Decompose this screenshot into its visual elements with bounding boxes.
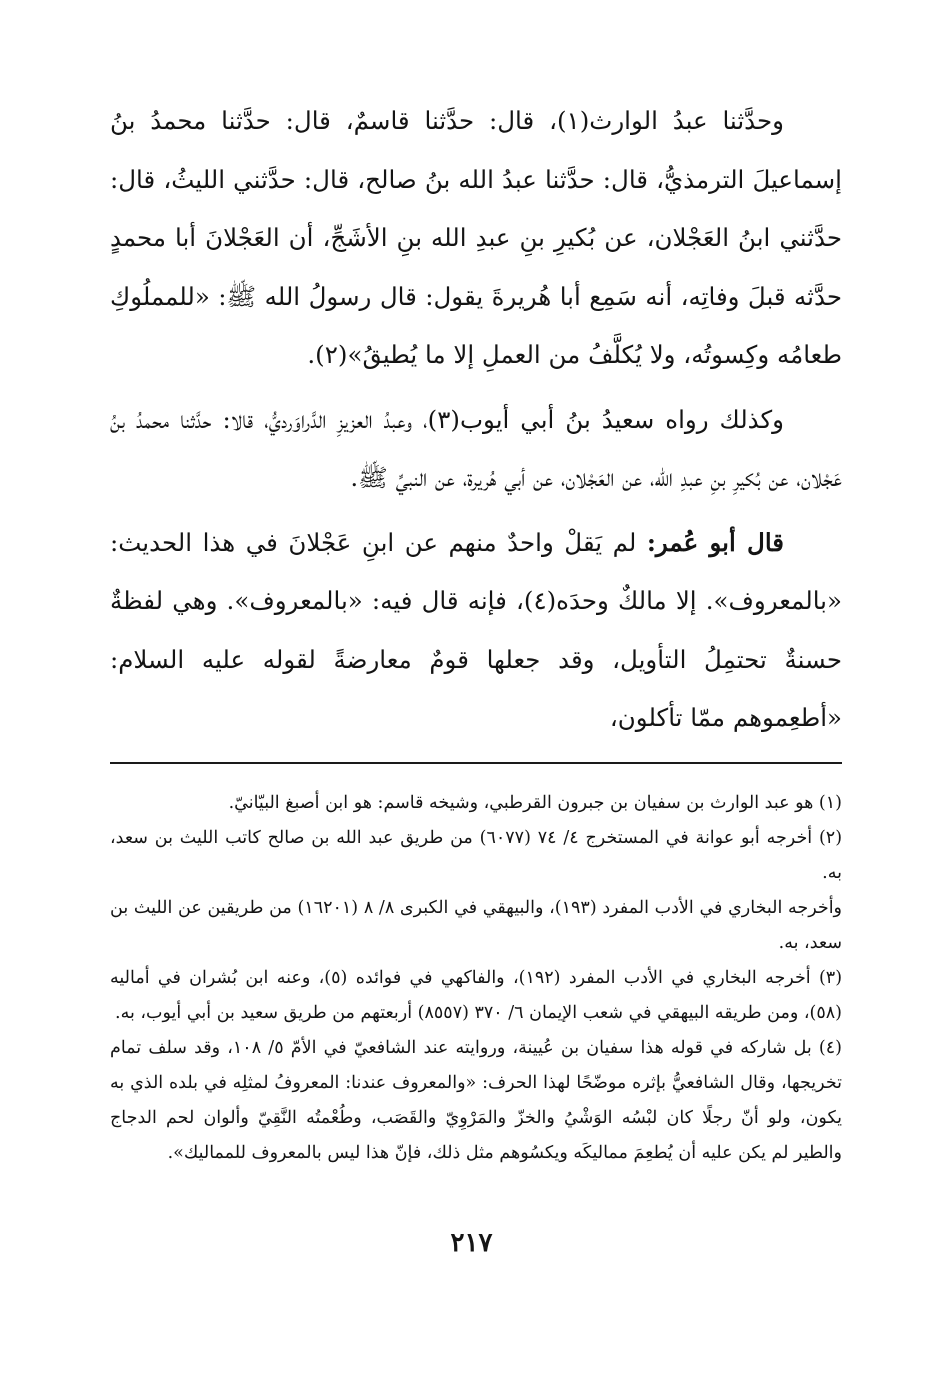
paragraph-hadith-chain: وحدَّثنا عبدُ الوارث(١)، قال: حدَّثنا قاسمٌ، قال: حدَّثنا محمدُ بنُ إسماعيلَ الترمذيُّ، قال: حدَّثنا عبدُ الله بنُ صالح، قال: حدَّثني الليثُ، قال: حدَّثني ابنُ العَجْلان، عن بُكيرِ بنِ عبدِ الله بنِ الأشَجِّ، أن العَجْلانَ أبا محمدٍ حدَّثه قبلَ وفاتِه، أنه سَمِع أبا هُريرةَ يقول: قال رسولُ الله ﷺ: «للمملُوكِ طعامُه وكِسوتُه، ولا يُكلَّفُ من العملِ إلا ما يُطيقُ»(٢). bbox=[110, 106, 842, 369]
commentary-lead: قال أبو عُمر: bbox=[646, 527, 784, 557]
footnote-1: (١) هو عبد الوارث بن سفيان بن جبرون القرطبي، وشيخه قاسم: هو ابن أصبغ البيّانيّ. bbox=[228, 792, 842, 813]
footnote-4: (٤) بل شاركه في قوله هذا سفيان بن عُيينة، وروايته عند الشافعيّ في الأمّ ٥/ ١٠٨، وقد سلف تمام تخريجها، وقال الشافعيُّ بإثره موضّحًا لهذا الحرف: «والمعروف عندنا: المعروفُ لمثلِه في بلده الذي به يكون، ولو أنّ رجلًا كان لبْسُه الوَشْيُ والخزّ والمَرْوِيّ والقَصَب، وطُعْمتُه النَّقِيّ وألوان لحم الدجاج والطير لم يكن عليه أن يُطعِمَ مماليكَه ويكسُوهم مثل ذلك، فإنّ هذا ليس بالمعروف للمماليك». bbox=[110, 1037, 842, 1163]
footnote-separator bbox=[110, 762, 842, 764]
book-page bbox=[110, 92, 842, 1342]
paragraph-other-narrations: وكذلك رواه سعيدُ بنُ أبي أيوب(٣)، وعبدُ العزيزِ الدَّراوَرديُّ، قالا: حدَّثنا محمدُ بنُ عَجْلان، عن بُكيرِ بنِ عبدِ الله، عن العَجْلان، عن أبي هُريرة، عن النبيِّ ﷺ. bbox=[110, 404, 842, 492]
main-text bbox=[110, 92, 842, 748]
page-number: ٢١٧ bbox=[450, 1228, 493, 1258]
footnote-2: (٢) أخرجه أبو عوانة في المستخرج ٤/ ٧٤ (٦٠٧٧) من طريق عبد الله بن صالح كاتب الليث بن سعد، به. bbox=[110, 827, 843, 883]
footnotes bbox=[110, 786, 842, 1171]
commentary-body: لم يَقلْ واحدٌ منهم عن ابنِ عَجْلانَ في هذا الحديث: «بالمعروف». إلا مالكٌ وحدَه(٤)، فإنه قال فيه: «بالمعروف». وهي لفظةٌ حسنةٌ تحتمِلُ التأويل، وقد جعلها قومٌ معارضةً لقوله عليه السلام: «أطعِموهم ممّا تأكلون، bbox=[110, 527, 842, 732]
footnote-2-continued: وأخرجه البخاري في الأدب المفرد (١٩٣)، والبيهقي في الكبرى ٨/ ٨ (١٦٢٠١) من طريقين عن الليث بن سعد، به. bbox=[110, 897, 843, 953]
paragraph-commentary bbox=[110, 514, 842, 748]
footnote-3: (٣) أخرجه البخاري في الأدب المفرد (١٩٢)، والفاكهي في فوائده (٥)، وعنه ابن بُشران في أماليه (٥٨)، ومن طريقه البيهقي في شعب الإيمان ٦/ ٣٧٠ (٨٥٥٧) أربعتهم من طريق سعيد بن أبي أيوب، به. bbox=[110, 967, 843, 1023]
